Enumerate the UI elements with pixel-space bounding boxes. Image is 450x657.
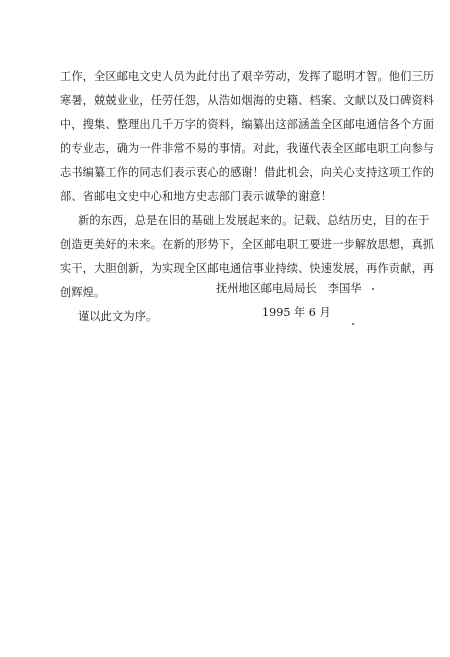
paragraph-line: 新的东西，总是在旧的基础上发展起来的。记载、总结历史，目的在于 <box>78 214 430 227</box>
paragraph-line: 志书编纂工作的同志们表示衷心的感谢！借此机会，向关心支持这项工作的 <box>60 166 435 179</box>
closing-line: 谨以此文为序。 <box>78 310 158 323</box>
paragraph-line: 实干，大胆创新，为实现全区邮电通信事业持续、快速发展，再作贡献，再 <box>60 262 435 275</box>
signature-date: 1995 年 6 月 <box>262 306 331 319</box>
paragraph-line: 工作，全区邮电文史人员为此付出了艰辛劳动，发挥了聪明才智。他们三历 <box>60 70 435 83</box>
scan-speck <box>372 288 374 290</box>
paragraph-line: 中，搜集、整理出几千万字的资料，编纂出这部涵盖全区邮电通信各个方面 <box>60 118 435 131</box>
paragraph-line: 创辉煌。 <box>60 286 106 299</box>
paragraph-line: 创造更美好的未来。在新的形势下，全区邮电职工要进一步解放思想，真抓 <box>60 238 435 251</box>
paragraph-line: 的专业志，确为一件非常不易的事情。对此，我谨代表全区邮电职工向参与 <box>60 142 435 155</box>
paragraph-line: 寒暑，兢兢业业，任劳任怨，从浩如烟海的史籍、档案、文献以及口碑资料 <box>60 94 435 107</box>
signature-author: 抚州地区邮电局局长 李国华 <box>216 282 362 295</box>
scan-speck <box>352 323 354 325</box>
paragraph-line: 部、省邮电文史中心和地方史志部门表示诚挚的谢意！ <box>60 190 333 203</box>
